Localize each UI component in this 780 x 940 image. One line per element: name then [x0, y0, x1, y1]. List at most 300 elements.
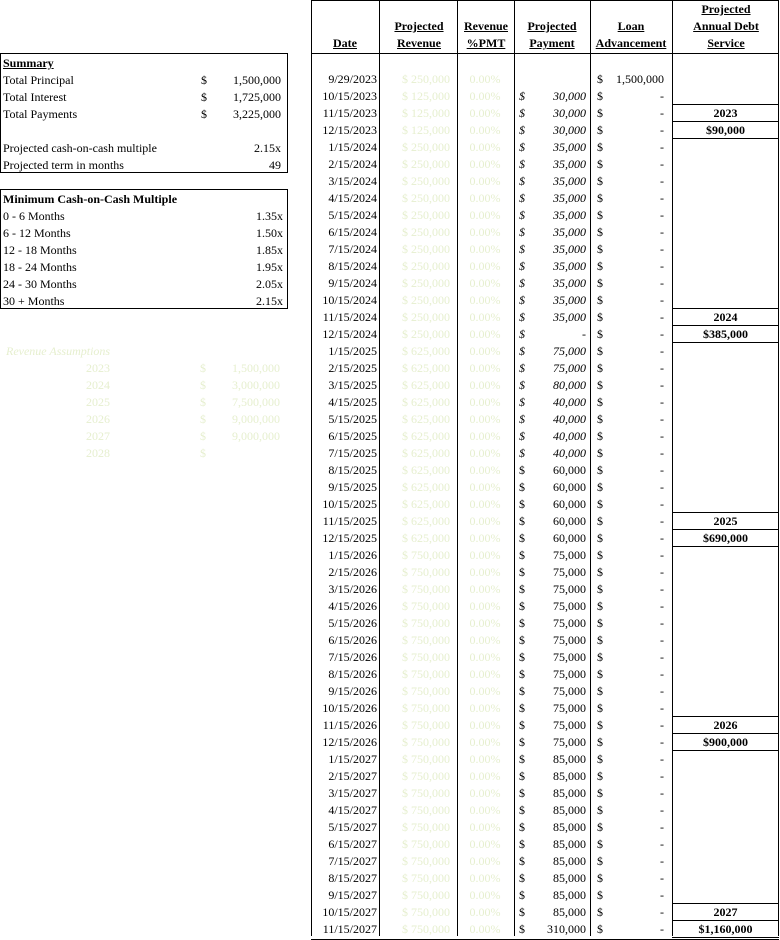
row-payment-dollar: $ [519, 412, 525, 426]
grid-line [311, 53, 779, 54]
row-payment-dollar: $ [519, 905, 525, 919]
grid-line [311, 0, 779, 1]
minimum-row [1, 225, 287, 242]
row-date: 11/15/2027 [322, 922, 377, 936]
row-payment-amount: 75,000 [553, 701, 586, 715]
row-loan-dollar: $ [597, 837, 603, 851]
row-loan-dollar: $ [597, 854, 603, 868]
row-projected-revenue: $ 750,000 [402, 684, 450, 698]
row-payment-dollar: $ [519, 633, 525, 647]
row-date: 10/15/2024 [322, 293, 377, 307]
row-revenue-pct: 0.00% [469, 599, 501, 613]
summary-row-value: 2.15x [254, 141, 281, 155]
row-payment-amount: 80,000 [553, 378, 586, 392]
grid-line [311, 0, 312, 936]
row-payment-dollar: $ [519, 752, 525, 766]
row-projected-revenue: $ 625,000 [402, 429, 450, 443]
row-projected-revenue: $ 250,000 [402, 157, 450, 171]
row-payment-dollar: $ [519, 225, 525, 239]
row-projected-revenue: $ 625,000 [402, 412, 450, 426]
row-payment-dollar: $ [519, 123, 525, 137]
row-revenue-pct: 0.00% [469, 667, 501, 681]
row-loan-dollar: $ [597, 344, 603, 358]
row-payment-dollar: $ [519, 497, 525, 511]
row-payment-amount: 75,000 [553, 633, 586, 647]
grid-line [379, 0, 380, 936]
row-loan-dollar: $ [597, 871, 603, 885]
row-payment-amount: 75,000 [553, 361, 586, 375]
row-revenue-pct: 0.00% [469, 582, 501, 596]
minimum-row-label: 24 - 30 Months [3, 277, 77, 291]
row-loan-dollar: $ [597, 412, 603, 426]
row-loan-dollar: $ [597, 616, 603, 630]
row-loan-amount: - [660, 89, 664, 103]
annual-year: 2027 [713, 905, 738, 919]
row-revenue-pct: 0.00% [469, 344, 501, 358]
row-payment-dollar: $ [519, 599, 525, 613]
row-date: 12/15/2024 [322, 327, 377, 341]
row-payment-amount: 85,000 [553, 837, 586, 851]
header-projected-payment: Projected Payment [527, 19, 577, 50]
summary-row-value: 1,500,000 [233, 73, 281, 87]
row-loan-dollar: $ [597, 106, 603, 120]
row-projected-revenue: $ 750,000 [402, 905, 450, 919]
row-loan-dollar: $ [597, 378, 603, 392]
row-date: 10/15/2023 [322, 89, 377, 103]
row-projected-revenue: $ 750,000 [402, 650, 450, 664]
row-payment-amount: 35,000 [553, 276, 586, 290]
row-revenue-pct: 0.00% [469, 837, 501, 851]
minimum-row-label: 12 - 18 Months [3, 243, 77, 257]
row-payment-dollar: $ [519, 854, 525, 868]
row-loan-amount: - [660, 565, 664, 579]
row-payment-dollar: $ [519, 89, 525, 103]
revenue-assumption-label: 2026 [86, 412, 110, 426]
row-loan-amount: - [660, 208, 664, 222]
row-revenue-pct: 0.00% [469, 293, 501, 307]
revenue-assumptions-title: Revenue Assumptions [6, 344, 111, 358]
row-revenue-pct: 0.00% [469, 361, 501, 375]
row-loan-amount: - [660, 157, 664, 171]
row-payment-dollar: $ [519, 701, 525, 715]
row-revenue-pct: 0.00% [469, 242, 501, 256]
row-revenue-pct: 0.00% [469, 310, 501, 324]
row-projected-revenue: $ 625,000 [402, 497, 450, 511]
row-payment-dollar: $ [519, 276, 525, 290]
row-loan-dollar: $ [597, 650, 603, 664]
row-payment-amount: 60,000 [553, 514, 586, 528]
row-projected-revenue: $ 750,000 [402, 786, 450, 800]
row-loan-dollar: $ [597, 769, 603, 783]
summary-row [1, 157, 287, 174]
summary-row-label: Total Interest [3, 90, 67, 104]
row-revenue-pct: 0.00% [469, 871, 501, 885]
revenue-assumption-dollar: $ [200, 361, 206, 375]
row-payment-amount: 310,000 [547, 922, 586, 936]
revenue-assumption-value: 3,000,000 [232, 378, 280, 392]
row-loan-dollar: $ [597, 463, 603, 477]
row-payment-amount: 75,000 [553, 667, 586, 681]
row-loan-amount: - [660, 905, 664, 919]
row-loan-dollar: $ [597, 922, 603, 936]
row-date: 7/15/2025 [328, 446, 377, 460]
row-date: 4/15/2024 [328, 191, 377, 205]
revenue-assumption-row [0, 377, 286, 394]
row-loan-amount: - [660, 871, 664, 885]
row-projected-revenue: $ 625,000 [402, 480, 450, 494]
row-projected-revenue: $ 250,000 [402, 310, 450, 324]
row-loan-dollar: $ [597, 480, 603, 494]
row-loan-amount: - [660, 191, 664, 205]
row-projected-revenue: $ 125,000 [402, 123, 450, 137]
row-projected-revenue: $ 250,000 [402, 191, 450, 205]
annual-amount: $690,000 [703, 531, 748, 545]
row-revenue-pct: 0.00% [469, 123, 501, 137]
row-loan-dollar: $ [597, 89, 603, 103]
row-loan-amount: - [660, 174, 664, 188]
minimum-row-label: 30 + Months [3, 294, 65, 308]
annual-year: 2025 [713, 514, 738, 528]
summary-row-value: 49 [269, 158, 281, 172]
row-revenue-pct: 0.00% [469, 106, 501, 120]
row-revenue-pct: 0.00% [469, 922, 501, 936]
row-payment-amount: 85,000 [553, 871, 586, 885]
row-revenue-pct: 0.00% [469, 191, 501, 205]
row-projected-revenue: $ 750,000 [402, 837, 450, 851]
row-loan-amount: - [660, 293, 664, 307]
row-date: 12/15/2023 [322, 123, 377, 137]
row-revenue-pct: 0.00% [469, 259, 501, 273]
row-projected-revenue: $ 750,000 [402, 616, 450, 630]
row-projected-revenue: $ 750,000 [402, 582, 450, 596]
row-payment-dollar: $ [519, 293, 525, 307]
row-loan-amount: - [660, 667, 664, 681]
summary-row [1, 72, 287, 89]
row-payment-dollar: $ [519, 667, 525, 681]
row-loan-amount: - [660, 480, 664, 494]
annual-amount: $900,000 [703, 735, 748, 749]
row-payment-dollar: $ [519, 735, 525, 749]
row-loan-dollar: $ [597, 140, 603, 154]
grid-line [514, 0, 515, 936]
row-date: 2/15/2026 [328, 565, 377, 579]
row-payment-amount: 35,000 [553, 225, 586, 239]
row-payment-dollar: $ [519, 769, 525, 783]
row-revenue-pct: 0.00% [469, 718, 501, 732]
row-loan-amount: - [660, 548, 664, 562]
revenue-assumption-dollar: $ [200, 395, 206, 409]
row-date: 5/15/2025 [328, 412, 377, 426]
row-payment-amount: 85,000 [553, 803, 586, 817]
row-payment-dollar: $ [519, 208, 525, 222]
row-projected-revenue: $ 750,000 [402, 718, 450, 732]
row-projected-revenue: $ 750,000 [402, 820, 450, 834]
row-payment-amount: 60,000 [553, 497, 586, 511]
row-projected-revenue: $ 750,000 [402, 565, 450, 579]
row-revenue-pct: 0.00% [469, 140, 501, 154]
row-loan-dollar: $ [597, 191, 603, 205]
row-date: 9/15/2024 [328, 276, 377, 290]
row-loan-dollar: $ [597, 752, 603, 766]
row-payment-amount: 85,000 [553, 820, 586, 834]
row-projected-revenue: $ 625,000 [402, 378, 450, 392]
row-projected-revenue: $ 750,000 [402, 667, 450, 681]
row-payment-amount: 35,000 [553, 174, 586, 188]
row-revenue-pct: 0.00% [469, 701, 501, 715]
row-payment-dollar: $ [519, 140, 525, 154]
revenue-assumption-row [0, 428, 286, 445]
row-projected-revenue: $ 250,000 [402, 140, 450, 154]
row-payment-amount: 30,000 [553, 123, 586, 137]
row-loan-dollar: $ [597, 225, 603, 239]
minimum-row-label: 6 - 12 Months [3, 226, 71, 240]
header-loan-advancement: Loan Advancement [595, 19, 667, 50]
row-loan-amount: - [660, 752, 664, 766]
row-payment-dollar: $ [519, 191, 525, 205]
row-payment-dollar: $ [519, 463, 525, 477]
row-projected-revenue: $ 750,000 [402, 922, 450, 936]
minimum-row [1, 208, 287, 225]
revenue-assumption-label: 2028 [86, 446, 110, 460]
row-projected-revenue: $ 750,000 [402, 548, 450, 562]
row-payment-dollar: $ [519, 395, 525, 409]
annual-box-line [672, 342, 779, 343]
row-revenue-pct: 0.00% [469, 514, 501, 528]
row-projected-revenue: $ 250,000 [402, 242, 450, 256]
row-revenue-pct: 0.00% [469, 820, 501, 834]
header-projected-revenue: Projected Revenue [394, 19, 444, 50]
row-loan-amount: - [660, 650, 664, 664]
annual-year: 2026 [713, 718, 738, 732]
row-payment-amount: 75,000 [553, 548, 586, 562]
row-revenue-pct: 0.00% [469, 888, 501, 902]
row-loan-amount: - [660, 446, 664, 460]
row-payment-dollar: $ [519, 565, 525, 579]
summary-row-label: Projected term in months [3, 158, 124, 172]
row-loan-amount: - [660, 803, 664, 817]
row-payment-amount [530, 71, 586, 88]
row-payment-amount: 30,000 [553, 106, 586, 120]
row-loan-dollar: $ [597, 327, 603, 341]
row-revenue-pct: 0.00% [469, 412, 501, 426]
row-loan-amount: - [660, 429, 664, 443]
row-payment-dollar: $ [519, 310, 525, 324]
row-date: 11/15/2025 [322, 514, 377, 528]
row-projected-revenue: $ 750,000 [402, 752, 450, 766]
summary-row [1, 89, 287, 106]
row-loan-dollar: $ [597, 531, 603, 545]
row-projected-revenue: $ 750,000 [402, 854, 450, 868]
row-projected-revenue: $ 625,000 [402, 395, 450, 409]
revenue-assumption-value: 9,000,000 [232, 412, 280, 426]
row-loan-amount: - [660, 463, 664, 477]
row-loan-amount: - [660, 514, 664, 528]
row-payment-amount: 85,000 [553, 888, 586, 902]
row-loan-dollar: $ [597, 157, 603, 171]
row-payment-dollar: $ [519, 803, 525, 817]
summary-row-label: Projected cash-on-cash multiple [3, 141, 157, 155]
revenue-assumption-row [0, 411, 286, 428]
row-loan-dollar: $ [597, 497, 603, 511]
row-revenue-pct: 0.00% [469, 633, 501, 647]
row-loan-amount: - [660, 276, 664, 290]
row-payment-dollar: $ [519, 616, 525, 630]
row-revenue-pct: 0.00% [469, 803, 501, 817]
row-payment-dollar: $ [519, 531, 525, 545]
row-revenue-pct: 0.00% [469, 395, 501, 409]
revenue-assumptions [0, 342, 288, 462]
summary-row-label: Total Principal [3, 73, 74, 87]
row-loan-amount: - [660, 395, 664, 409]
row-loan-amount: - [660, 735, 664, 749]
row-payment-dollar: $ [519, 548, 525, 562]
row-loan-amount: - [660, 259, 664, 273]
row-loan-amount: - [660, 327, 664, 341]
row-date: 10/15/2026 [322, 701, 377, 715]
header-revenue-pct: Revenue %PMT [464, 19, 508, 50]
row-date: 4/15/2025 [328, 395, 377, 409]
row-loan-amount: - [660, 786, 664, 800]
annual-amount: $1,160,000 [698, 922, 753, 936]
row-payment-amount: 75,000 [553, 616, 586, 630]
row-projected-revenue: $ 625,000 [402, 344, 450, 358]
row-payment-dollar: $ [519, 820, 525, 834]
row-revenue-pct: 0.00% [469, 565, 501, 579]
row-date: 1/15/2026 [328, 548, 377, 562]
row-revenue-pct: 0.00% [469, 769, 501, 783]
row-loan-dollar: $ [597, 310, 603, 324]
row-payment-dollar: $ [519, 718, 525, 732]
row-date: 9/29/2023 [328, 72, 377, 86]
row-date: 2/15/2027 [328, 769, 377, 783]
row-revenue-pct: 0.00% [469, 174, 501, 188]
row-loan-amount: - [660, 633, 664, 647]
row-payment-dollar: $ [519, 174, 525, 188]
row-payment-dollar: $ [519, 259, 525, 273]
annual-box-line [672, 937, 779, 938]
row-payment-amount: 75,000 [553, 344, 586, 358]
revenue-assumption-dollar: $ [200, 412, 206, 426]
revenue-assumption-dollar: $ [200, 429, 206, 443]
annual-box-line [672, 750, 779, 751]
row-projected-revenue: $ 750,000 [402, 769, 450, 783]
row-loan-amount: - [660, 922, 664, 936]
row-payment-amount: 75,000 [553, 735, 586, 749]
row-payment-amount: 40,000 [553, 429, 586, 443]
row-date: 6/15/2025 [328, 429, 377, 443]
row-payment-amount: 35,000 [553, 310, 586, 324]
row-loan-dollar: $ [597, 718, 603, 732]
row-payment-amount: 40,000 [553, 446, 586, 460]
row-payment-amount: 35,000 [553, 140, 586, 154]
row-loan-amount: - [660, 599, 664, 613]
header-date: Date [333, 36, 357, 50]
row-payment-dollar: $ [519, 106, 525, 120]
row-payment-dollar: $ [519, 650, 525, 664]
revenue-assumption-value: 9,000,000 [232, 429, 280, 443]
row-date: 6/15/2026 [328, 633, 377, 647]
annual-box-line [672, 546, 779, 547]
header-annual-debt-service: Projected Annual Debt Service [693, 2, 759, 50]
row-projected-revenue: $ 750,000 [402, 701, 450, 715]
row-loan-dollar: $ [597, 599, 603, 613]
row-loan-dollar: $ [597, 786, 603, 800]
row-payment-dollar: $ [519, 344, 525, 358]
row-loan-dollar: $ [597, 395, 603, 409]
row-projected-revenue: $ 750,000 [402, 871, 450, 885]
row-loan-dollar: $ [597, 667, 603, 681]
row-date: 12/15/2026 [322, 735, 377, 749]
row-payment-amount: 40,000 [553, 395, 586, 409]
row-date: 11/15/2026 [322, 718, 377, 732]
row-projected-revenue: $ 625,000 [402, 463, 450, 477]
row-projected-revenue: $ 125,000 [402, 106, 450, 120]
row-revenue-pct: 0.00% [469, 650, 501, 664]
row-revenue-pct: 0.00% [469, 854, 501, 868]
row-date: 6/15/2027 [328, 837, 377, 851]
revenue-assumption-row [0, 394, 286, 411]
row-loan-amount: - [660, 769, 664, 783]
row-payment-amount: 85,000 [553, 786, 586, 800]
row-loan-dollar: $ [597, 820, 603, 834]
row-loan-amount: - [660, 531, 664, 545]
annual-year: 2023 [713, 106, 738, 120]
row-revenue-pct: 0.00% [469, 225, 501, 239]
row-payment-amount: 75,000 [553, 582, 586, 596]
row-loan-dollar: $ [597, 429, 603, 443]
minimum-row-value: 1.35x [256, 209, 283, 223]
row-loan-amount: - [660, 378, 664, 392]
row-payment-amount: 60,000 [553, 463, 586, 477]
minimum-row-value: 1.85x [256, 243, 283, 257]
row-date: 2/15/2025 [328, 361, 377, 375]
row-payment-amount: 35,000 [553, 242, 586, 256]
row-payment-dollar: $ [519, 157, 525, 171]
row-loan-amount: - [660, 837, 664, 851]
row-date: 4/15/2026 [328, 599, 377, 613]
row-payment-amount: - [582, 327, 586, 341]
row-payment-amount: 75,000 [553, 718, 586, 732]
revenue-assumption-row [0, 445, 286, 462]
summary-row-value: 3,225,000 [233, 107, 281, 121]
revenue-assumption-value: 7,500,000 [232, 395, 280, 409]
row-payment-amount: 35,000 [553, 293, 586, 307]
row-date: 8/15/2026 [328, 667, 377, 681]
row-loan-amount: - [660, 582, 664, 596]
row-payment-dollar: $ [519, 514, 525, 528]
row-projected-revenue: $ 250,000 [402, 174, 450, 188]
row-payment-dollar: $ [519, 922, 525, 936]
row-date: 1/15/2027 [328, 752, 377, 766]
row-payment-amount: 35,000 [553, 208, 586, 222]
summary-row-label: Total Payments [3, 107, 78, 121]
row-date: 3/15/2027 [328, 786, 377, 800]
row-payment-amount: 85,000 [553, 752, 586, 766]
annual-amount: $385,000 [703, 327, 748, 341]
row-date: 4/15/2027 [328, 803, 377, 817]
summary-row-dollar: $ [201, 73, 207, 87]
row-loan-dollar: $ [597, 582, 603, 596]
minimum-row-value: 1.50x [256, 226, 283, 240]
row-loan-amount: - [660, 242, 664, 256]
row-revenue-pct: 0.00% [469, 735, 501, 749]
row-revenue-pct: 0.00% [469, 157, 501, 171]
row-payment-amount: 35,000 [553, 191, 586, 205]
grid-line [457, 0, 458, 936]
row-date: 9/15/2027 [328, 888, 377, 902]
row-payment-amount: 30,000 [553, 89, 586, 103]
row-date: 5/15/2027 [328, 820, 377, 834]
